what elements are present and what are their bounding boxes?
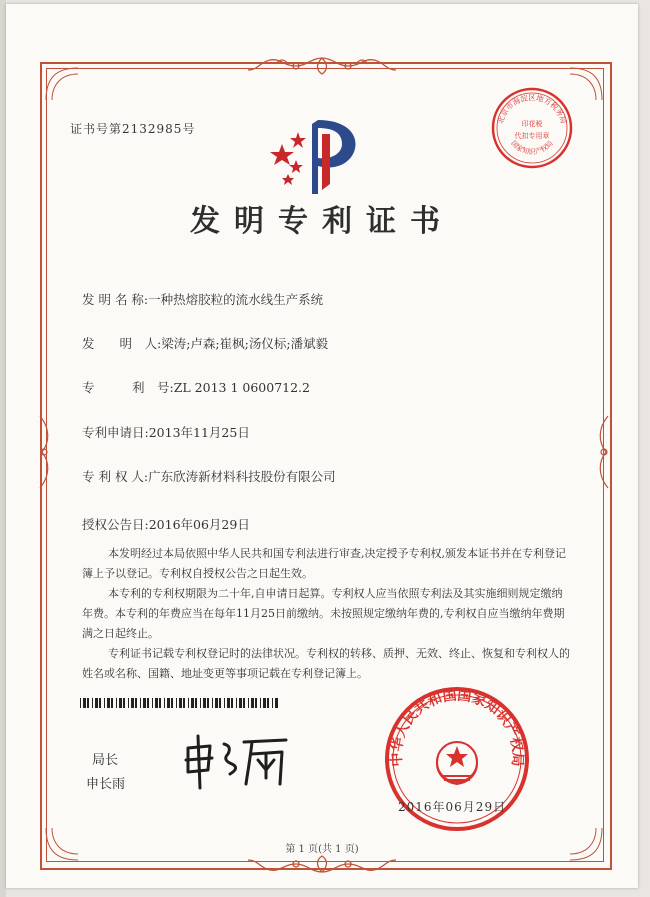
certificate-title: 发明专利证书 xyxy=(190,204,454,239)
patentee-label: 专 利 权 人: xyxy=(82,469,149,484)
seal-center-line1: 印花税 xyxy=(521,120,543,128)
patentee-value: 广东欣涛新材料科技股份有限公司 xyxy=(148,469,336,484)
filing-date-label: 专利申请日: xyxy=(82,425,149,440)
patent-number-value: ZL 2013 1 0600712.2 xyxy=(173,380,310,395)
body-paragraph-3: 专利证书记载专利权登记时的法律状况。专利权的转移、质押、无效、终止、恢复和专利权人的姓名或名称、国籍、地址变更等事项记载在专利登记簿上。 xyxy=(82,647,570,680)
filing-date-value: 2013年11月25日 xyxy=(148,425,250,440)
patentee-row xyxy=(82,467,336,485)
inventors-row xyxy=(82,334,328,352)
certificate-number: 证书号第2132985号 xyxy=(70,122,196,136)
seal-ring-text: 北京市海淀区地方税务局 xyxy=(495,93,569,125)
invention-name-value: 一种热熔胶粒的流水线生产系统 xyxy=(148,292,324,307)
seal-ring-text: 中华人民共和国国家知识产权局 xyxy=(388,687,526,767)
certificate-page xyxy=(6,4,638,888)
patent-office-emblem-icon xyxy=(268,114,364,198)
director-name: 申长雨 xyxy=(86,777,126,792)
patent-number-row xyxy=(82,378,310,396)
certificate-body xyxy=(82,544,572,684)
inventors-label: 发 明 人: xyxy=(82,336,162,351)
top-ornament-icon xyxy=(236,54,408,78)
seal-bottom-text: 国家知识产权局 xyxy=(509,139,555,156)
barcode-icon xyxy=(80,698,280,708)
body-paragraph-1: 本发明经过本局依照中华人民共和国专利法进行审查,决定授予专利权,颁发本证书并在专利登记簿上予以登记。专利权自授权公告之日起生效。 xyxy=(82,547,566,580)
director-title: 局长 xyxy=(92,753,119,768)
right-ornament-icon xyxy=(592,414,614,490)
grant-date-value: 2016年06月29日 xyxy=(148,517,250,532)
seal-date: 2016年06月29日 xyxy=(398,800,507,814)
patent-number-label: 专 利 号: xyxy=(82,380,174,395)
national-emblem-icon xyxy=(437,742,477,784)
inventors-value: 梁涛;卢森;崔枫;汤仪标;潘斌毅 xyxy=(161,336,329,351)
filing-date-row xyxy=(82,423,250,441)
stamp-duty-seal xyxy=(490,86,574,170)
invention-name-label: 发 明 名 称: xyxy=(82,292,149,307)
svg-text:国家知识产权局 xyxy=(509,139,554,156)
seal-center-line2: 代扣专用章 xyxy=(514,132,550,140)
body-paragraph-2: 本专利的专利权期限为二十年,自申请日起算。专利权人应当依照专利法及其实施细则规定缴纳年费。本专利的年费应当在每年11月25日前缴纳。未按照规定缴纳年费的,专利权自应当缴纳年费期满之日起终止。 xyxy=(82,587,565,640)
invention-name-row xyxy=(82,290,323,308)
corner-ornament-icon xyxy=(42,64,82,104)
bottom-ornament-icon xyxy=(236,852,408,876)
left-ornament-icon xyxy=(34,414,56,490)
grant-date-row xyxy=(82,515,250,533)
page-number: 第 1 页(共 1 页) xyxy=(285,844,359,855)
director-signature xyxy=(182,730,292,790)
grant-date-label: 授权公告日: xyxy=(82,517,149,532)
